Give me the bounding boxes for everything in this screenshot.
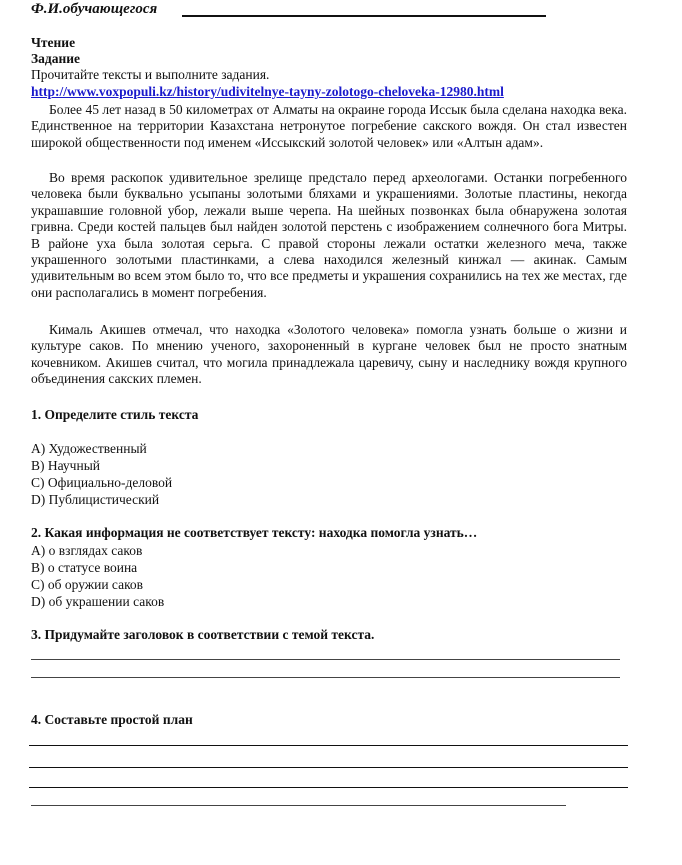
paragraph-3: Кималь Акишев отмечал, что находка «Золотого человека» помогла узнать больше о жизни и культуре саков. По мнению ученого, захороненный в кургане человек был не просто знатным кочевником. Акишев считал, что могила принадлежала царевичу, сыну и наследнику вождя крупного объединения сакских племен. — [31, 322, 627, 387]
student-name-line[interactable] — [182, 15, 546, 17]
section-reading: Чтение — [31, 35, 76, 50]
question-3-answer-line-2[interactable] — [31, 677, 620, 678]
question-1-title: 1. Определите стиль текста — [31, 407, 199, 422]
question-2-option-d: D) об украшении саков — [31, 594, 165, 609]
paragraph-2: Во время раскопок удивительное зрелище предстало перед археологами. Останки погребенного человека были буквально усыпаны золотыми бляхами и украшениями. Золотые пластины, некогда украшавшие головной убор, лежали выше черепа. На шейных позвонках была обнаружена золотая гривна. Среди костей пальцев был найден золотой перстень с изображением солнечного бога Митры. В районе уха была золотая серьга. С правой стороны лежали остатки железного меча, также украшенного золотыми пластинками, а слева находился железный кинжал — акинак. Самым удивительным во всем этом было то, что все предметы и украшения сохранились на тех же местах, где они располагались в момент погребения. — [31, 170, 627, 300]
question-4-answer-line-2[interactable] — [29, 767, 628, 768]
question-2-title: 2. Какая информация не соответствует тексту: находка помогла узнать… — [31, 525, 478, 540]
question-2-option-c: C) об оружии саков — [31, 577, 144, 592]
question-4-answer-line-4[interactable] — [31, 805, 566, 806]
student-name-label: Ф.И.обучающегося — [31, 1, 158, 17]
question-2-option-a: A) о взглядах саков — [31, 543, 143, 558]
question-3-title: 3. Придумайте заголовок в соответствии с темой текста. — [31, 627, 375, 642]
paragraph-1: Более 45 лет назад в 50 километрах от Алматы на окраине города Иссык была сделана находка века. Единственное на территории Казахстана нетронутое погребение сакского вождя. Он стал известен широкой общественности под именем «Иссыкский золотой человек» или «Алтын адам». — [31, 102, 627, 150]
question-3-answer-line-1[interactable] — [31, 659, 620, 660]
instruction-text: Прочитайте тексты и выполните задания. — [31, 67, 270, 82]
question-1-option-c: C) Официально-деловой — [31, 475, 173, 490]
question-4-title: 4. Составьте простой план — [31, 712, 193, 727]
question-4-answer-line-3[interactable] — [29, 787, 628, 788]
section-task: Задание — [31, 51, 81, 66]
question-1-option-a: A) Художественный — [31, 441, 147, 456]
question-1-option-d: D) Публицистический — [31, 492, 160, 507]
question-4-answer-line-1[interactable] — [29, 745, 628, 746]
question-2-option-b: B) о статусе воина — [31, 560, 138, 575]
question-1-option-b: B) Научный — [31, 458, 100, 473]
source-link[interactable]: http://www.voxpopuli.kz/history/udivitelnye-tayny-zolotogo-cheloveka-12980.html — [31, 84, 504, 99]
